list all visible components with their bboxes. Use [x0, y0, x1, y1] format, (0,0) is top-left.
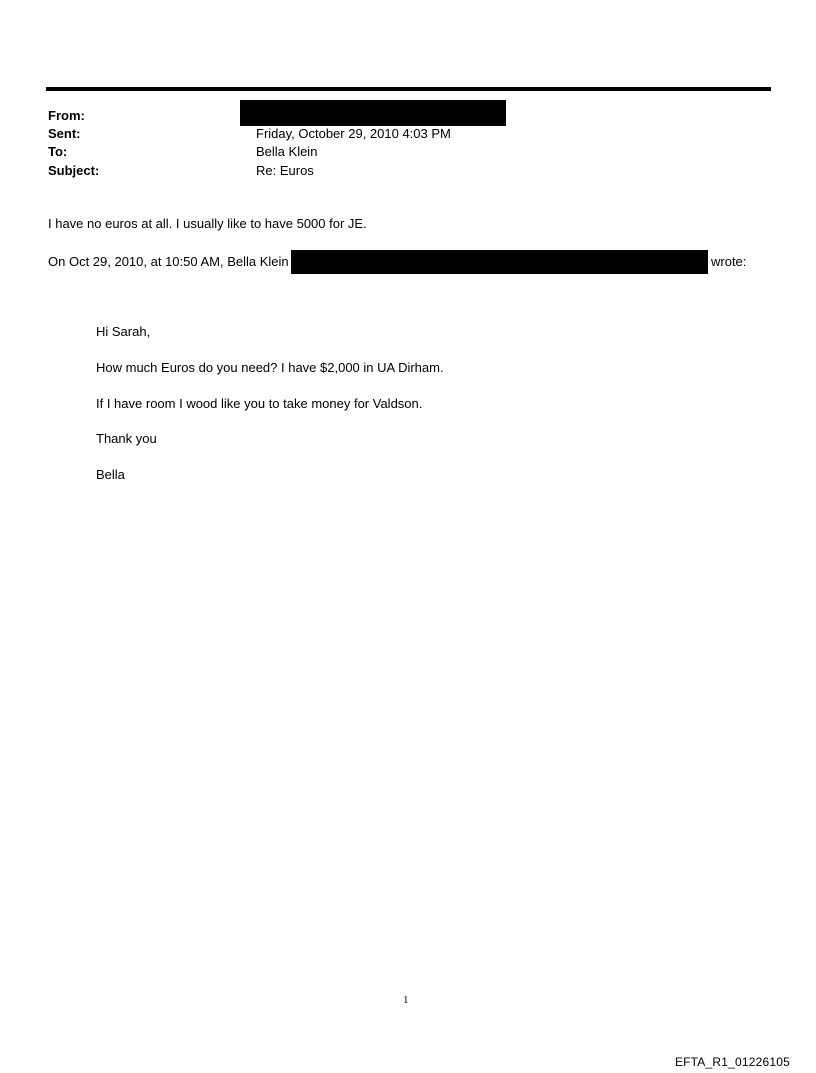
quote-intro-suffix: wrote:	[711, 254, 747, 269]
reply-text: I have no euros at all. I usually like to have 5000 for JE.	[48, 216, 367, 231]
subject-value: Re: Euros	[256, 163, 314, 178]
sent-label: Sent:	[48, 126, 81, 141]
quoted-greeting: Hi Sarah,	[96, 324, 151, 339]
quoted-signature: Bella	[96, 467, 125, 482]
subject-label: Subject:	[48, 163, 100, 178]
sent-value: Friday, October 29, 2010 4:03 PM	[256, 126, 451, 141]
quote-intro: On Oct 29, 2010, at 10:50 AM, Bella Klein	[48, 254, 289, 269]
quoted-line: How much Euros do you need? I have $2,000 in UA Dirham.	[96, 360, 444, 375]
quoted-line: If I have room I wood like you to take money for Valdson.	[96, 396, 423, 411]
redaction-email	[291, 250, 708, 274]
header-divider	[46, 87, 771, 91]
redaction-from	[240, 100, 506, 126]
from-label: From:	[48, 108, 85, 123]
to-value: Bella Klein	[256, 144, 318, 159]
page-number: 1	[403, 994, 409, 1006]
document-id: EFTA_R1_01226105	[674, 1055, 790, 1069]
quoted-closing: Thank you	[96, 431, 157, 446]
to-label: To:	[48, 144, 68, 159]
